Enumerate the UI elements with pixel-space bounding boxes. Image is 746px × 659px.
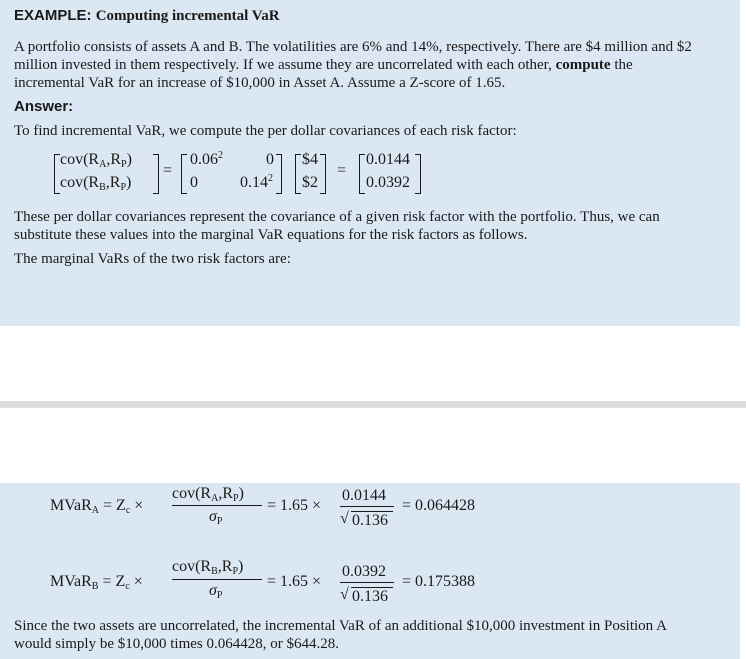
find-text: To find incremental VaR, we compute the per dollar covariances of each risk factor: bbox=[14, 123, 517, 139]
mvar-a-frac-den: 0.136 bbox=[352, 512, 388, 529]
mvar-a-denominator: σP bbox=[209, 508, 223, 527]
result-2: 0.0392 bbox=[366, 174, 410, 191]
mvar-a-sqrt-sign: √ bbox=[340, 510, 349, 527]
conclusion-line-1: Since the two assets are uncorrelated, the incremental VaR of an additional $10,000 investment in Position A bbox=[14, 618, 667, 634]
mvar-a-lhs: MVaRA = Zc × bbox=[50, 497, 144, 516]
mvar-b-frac-den: 0.136 bbox=[352, 588, 388, 605]
result-1: 0.0144 bbox=[366, 151, 410, 168]
intro-line-2: million invested in them respectively. If we assume they are uncorrelated with each other, compute the bbox=[14, 57, 633, 73]
mvar-a-fraction-bar bbox=[172, 505, 262, 506]
example-heading bbox=[14, 7, 280, 25]
mvar-b-frac-bar-2 bbox=[340, 582, 394, 583]
lhs-top: cov(RA,RP) bbox=[60, 151, 132, 170]
intro-line-1: A portfolio consists of assets A and B. The volatilities are 6% and 14%, respectively. There are $4 million and $2 bbox=[14, 39, 692, 55]
vector-1: $4 bbox=[302, 151, 318, 168]
lhs-bottom: cov(RB,RP) bbox=[60, 174, 132, 193]
intro-line-3: incremental VaR for an increase of $10,000 in Asset A. Assume a Z-score of 1.65. bbox=[14, 75, 506, 91]
answer-label: Answer: bbox=[14, 98, 74, 115]
mvar-a-frac-num: 0.0144 bbox=[342, 487, 386, 504]
matrix-12: 0 bbox=[266, 151, 274, 168]
page-divider bbox=[0, 401, 746, 408]
matrix-21: 0 bbox=[190, 174, 198, 191]
equals-1: = bbox=[163, 162, 173, 179]
vector-2: $2 bbox=[302, 174, 318, 191]
mvar-b-sqrt-sign: √ bbox=[340, 586, 349, 603]
mvar-a-mid: = 1.65 × bbox=[267, 497, 322, 514]
conclusion-line-2: would simply be $10,000 times 0.064428, or $644.28. bbox=[14, 636, 339, 652]
mvar-a-frac-bar-2 bbox=[340, 506, 394, 507]
lhs-bracket-right bbox=[153, 154, 159, 194]
mvar-b-fraction-bar bbox=[172, 579, 262, 580]
mvar-a-result: = 0.064428 bbox=[402, 497, 476, 514]
example-title: Computing incremental VaR bbox=[95, 8, 280, 24]
equals-2: = bbox=[337, 162, 347, 179]
example-label: EXAMPLE: bbox=[14, 7, 92, 24]
position-vector-bracket-left bbox=[295, 154, 301, 194]
mvar-b-mid: = 1.65 × bbox=[267, 573, 322, 590]
cov-matrix-bracket-left bbox=[181, 154, 187, 194]
compute-bold: compute bbox=[555, 57, 611, 73]
explain-line-2: substitute these values into the marginal VaR equations for the risk factors as follows. bbox=[14, 227, 528, 243]
result-bracket-left bbox=[359, 154, 365, 194]
marginal-text: The marginal VaRs of the two risk factors are: bbox=[14, 251, 291, 267]
mvar-b-lhs: MVaRB = Zc × bbox=[50, 573, 143, 592]
position-vector-bracket-right bbox=[320, 154, 326, 194]
matrix-22: 0.14$^2$ bbox=[240, 173, 273, 191]
explain-line-1: These per dollar covariances represent the covariance of a given risk factor with the portfolio. Thus, we can bbox=[14, 209, 660, 225]
cov-matrix-bracket-right bbox=[276, 154, 282, 194]
mvar-b-denominator: σP bbox=[209, 582, 223, 601]
mvar-b-result: = 0.175388 bbox=[402, 573, 476, 590]
result-bracket-right bbox=[415, 154, 421, 194]
mvar-b-frac-num: 0.0392 bbox=[342, 563, 386, 580]
matrix-11: 0.06$^2$ bbox=[190, 150, 223, 168]
mvar-a-numerator: cov(RA,RP) bbox=[172, 485, 244, 504]
mvar-b-numerator: cov(RB,RP) bbox=[172, 558, 244, 577]
